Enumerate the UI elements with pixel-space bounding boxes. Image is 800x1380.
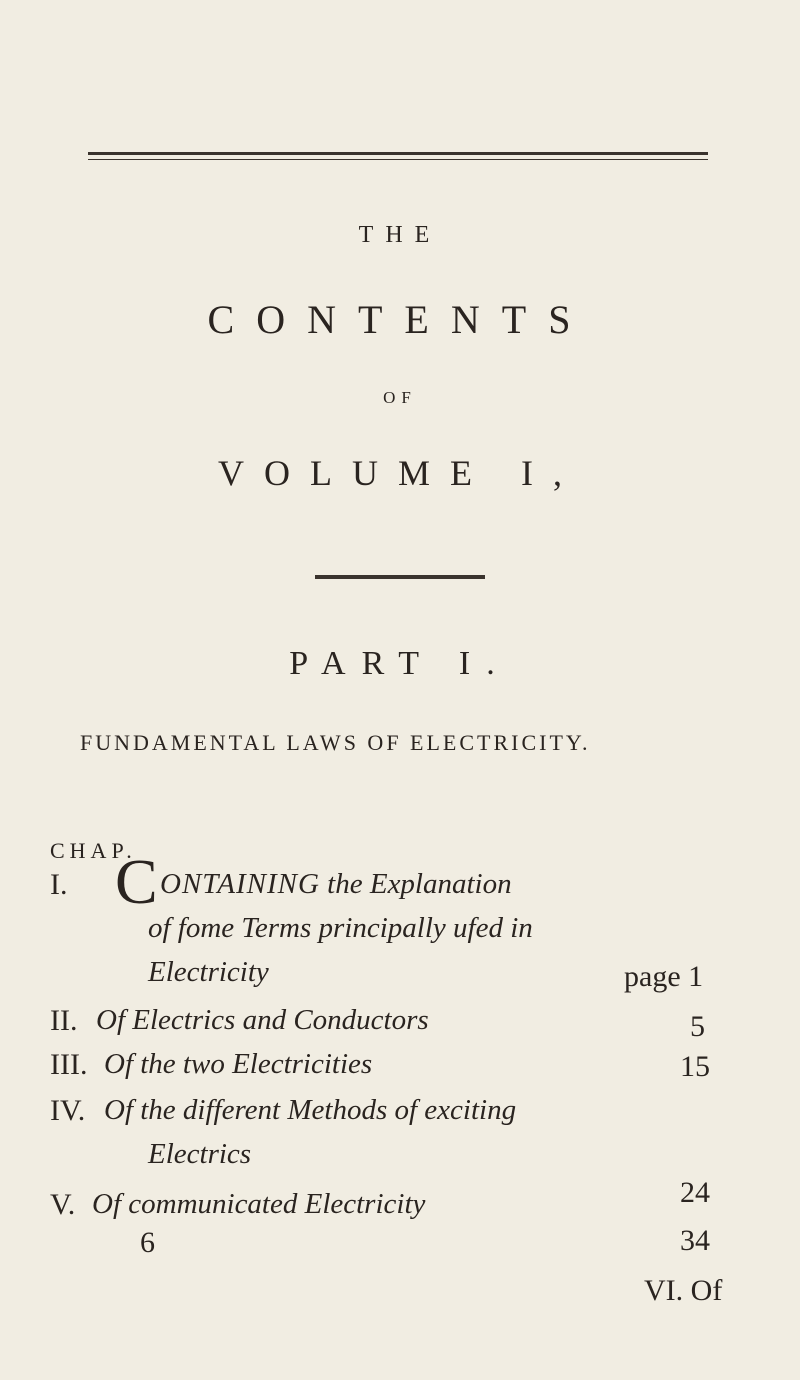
chapter-3-title: Of the two Electricities	[104, 1048, 373, 1080]
chapter-1-number: I.	[50, 868, 68, 901]
page-folio: 6	[140, 1226, 155, 1259]
heading-volume: VOLUME I,	[218, 453, 582, 493]
chapter-4-number: IV.	[50, 1094, 86, 1127]
chapter-1-dropcap: C	[115, 846, 158, 917]
catchword: VI. Of	[644, 1274, 723, 1307]
heading-of: OF	[383, 388, 417, 407]
chapter-1-first-word: ONTAINING	[160, 868, 320, 900]
heading-contents: CONTENTS	[207, 297, 593, 342]
part-title: PART I.	[289, 645, 511, 682]
chapter-1-line2: of fome Terms principally ufed in	[148, 912, 533, 944]
divider-rule	[315, 575, 485, 579]
chapter-1-line3: Electricity	[148, 956, 269, 988]
chapter-3-number: III.	[50, 1048, 88, 1081]
chapter-4-title-line2: Electrics	[148, 1138, 252, 1170]
chap-label: CHAP.	[50, 838, 137, 863]
chapter-4-title: Of the different Methods of exciting	[104, 1094, 517, 1126]
chapter-4-page: 24	[680, 1176, 710, 1209]
chapter-5-title: Of communicated Electricity	[92, 1188, 426, 1220]
chapter-1-line1-rest: the Explanation	[319, 868, 512, 900]
heading-the: THE	[358, 222, 442, 248]
chapter-5-number: V.	[50, 1188, 76, 1221]
chapter-5-page: 34	[680, 1224, 710, 1257]
chapter-2-title: Of Electrics and Conductors	[96, 1004, 429, 1036]
chapter-1-page: page 1	[624, 960, 704, 993]
chapter-3-page: 15	[680, 1050, 710, 1083]
chapter-2-number: II.	[50, 1004, 78, 1037]
chapter-1-line1	[160, 868, 512, 901]
part-subtitle: FUNDAMENTAL LAWS OF ELECTRICITY.	[80, 730, 591, 755]
top-double-rule	[88, 152, 708, 155]
chapter-2-page: 5	[690, 1010, 705, 1043]
